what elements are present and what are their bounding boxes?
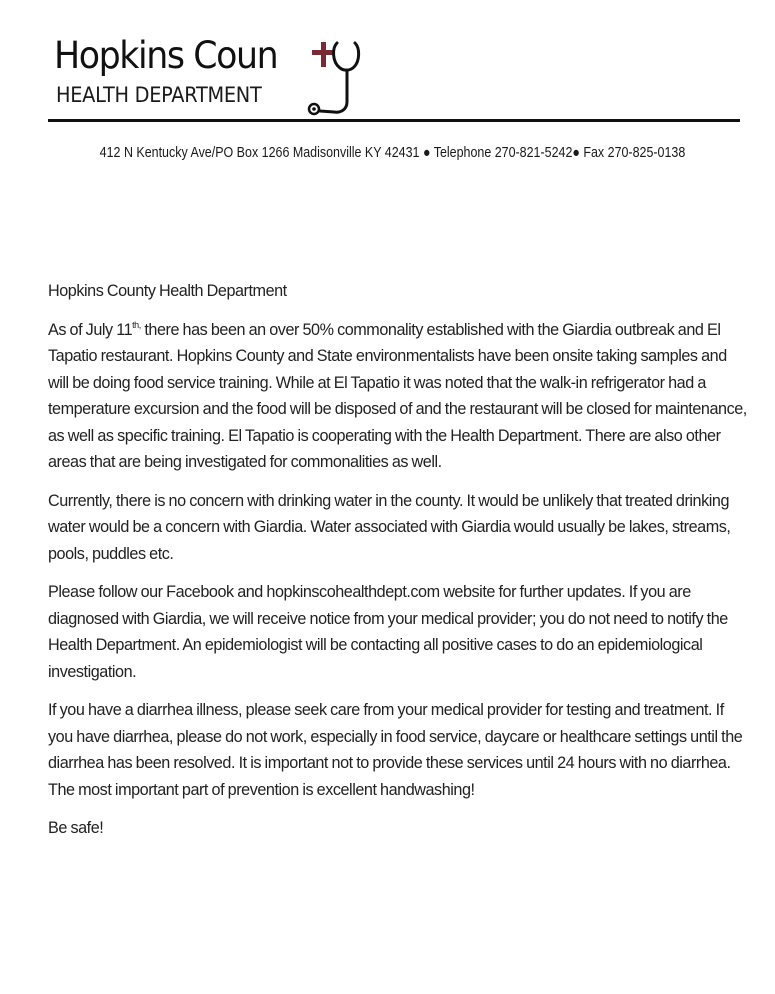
address-line [0, 144, 775, 162]
paragraph-outbreak [48, 317, 748, 476]
logo-name-line1 [54, 36, 277, 76]
paragraph-illness-guidance: If you have a diarrhea illness, please seek care from your medical provider for testing and treatment. If you have diarrhea, please do not work, especially in food service, daycare or healthcare settings until the diarrhea has been resolved. It is important not to provide these services until 24 hours with no diarrhea. The most important part of prevention is excellent handwashing! [48, 701, 743, 799]
stethoscope-tube [320, 70, 347, 112]
letterhead [0, 0, 775, 170]
logo [54, 36, 414, 116]
stethoscope-earpieces [334, 43, 359, 70]
closing: Be safe! [48, 819, 104, 837]
ordinal-suffix: th, [132, 319, 141, 330]
stethoscope-chestpiece-center [312, 107, 316, 111]
paragraph-outbreak-rest: there has been an over 50% commonality established with the Giardia outbreak and El Tapatio restaurant. Hopkins County and State environmentalists have been onsite taking samples and will be doing food service training. While at El Tapatio it was noted that the walk-in refrigerator had a temperature excursion and the food will be disposed of and the restaurant will be closed for maintenance, as well as specific training. El Tapatio is cooperating with the Health Department. There are also other areas that are being investigated for commonalities as well. [48, 320, 747, 471]
cross-horizontal [312, 50, 334, 55]
paragraph-drinking-water: Currently, there is no concern with drinking water in the county. It would be unlikely that treated drinking water would be a concern with Giardia. Water associated with Giardia would usually be lakes, streams, pools, puddles etc. [48, 491, 731, 563]
letterhead-divider [48, 119, 740, 122]
salutation: Hopkins County Health Department [48, 282, 287, 300]
letter-body [48, 278, 748, 854]
address-text: 412 N Kentucky Ave/PO Box 1266 Madisonville KY 42431 ● Telephone 270-821-5242● Fax 270-825-0138 [99, 145, 686, 161]
stethoscope-cross-icon [296, 36, 406, 116]
logo-department-line: HEALTH DEPARTMENT [56, 83, 262, 107]
logo-name-text: Hopkins Coun [54, 34, 278, 77]
paragraph-updates: Please follow our Facebook and hopkinscohealthdept.com website for further updates. If you are diagnosed with Giardia, we will receive notice from your medical provider; you do not need to notify the Health Department. An epidemiologist will be contacting all positive cases to do an epidemiological investigation. [48, 583, 728, 681]
paragraph-outbreak-lead: As of July 11 [48, 320, 133, 339]
